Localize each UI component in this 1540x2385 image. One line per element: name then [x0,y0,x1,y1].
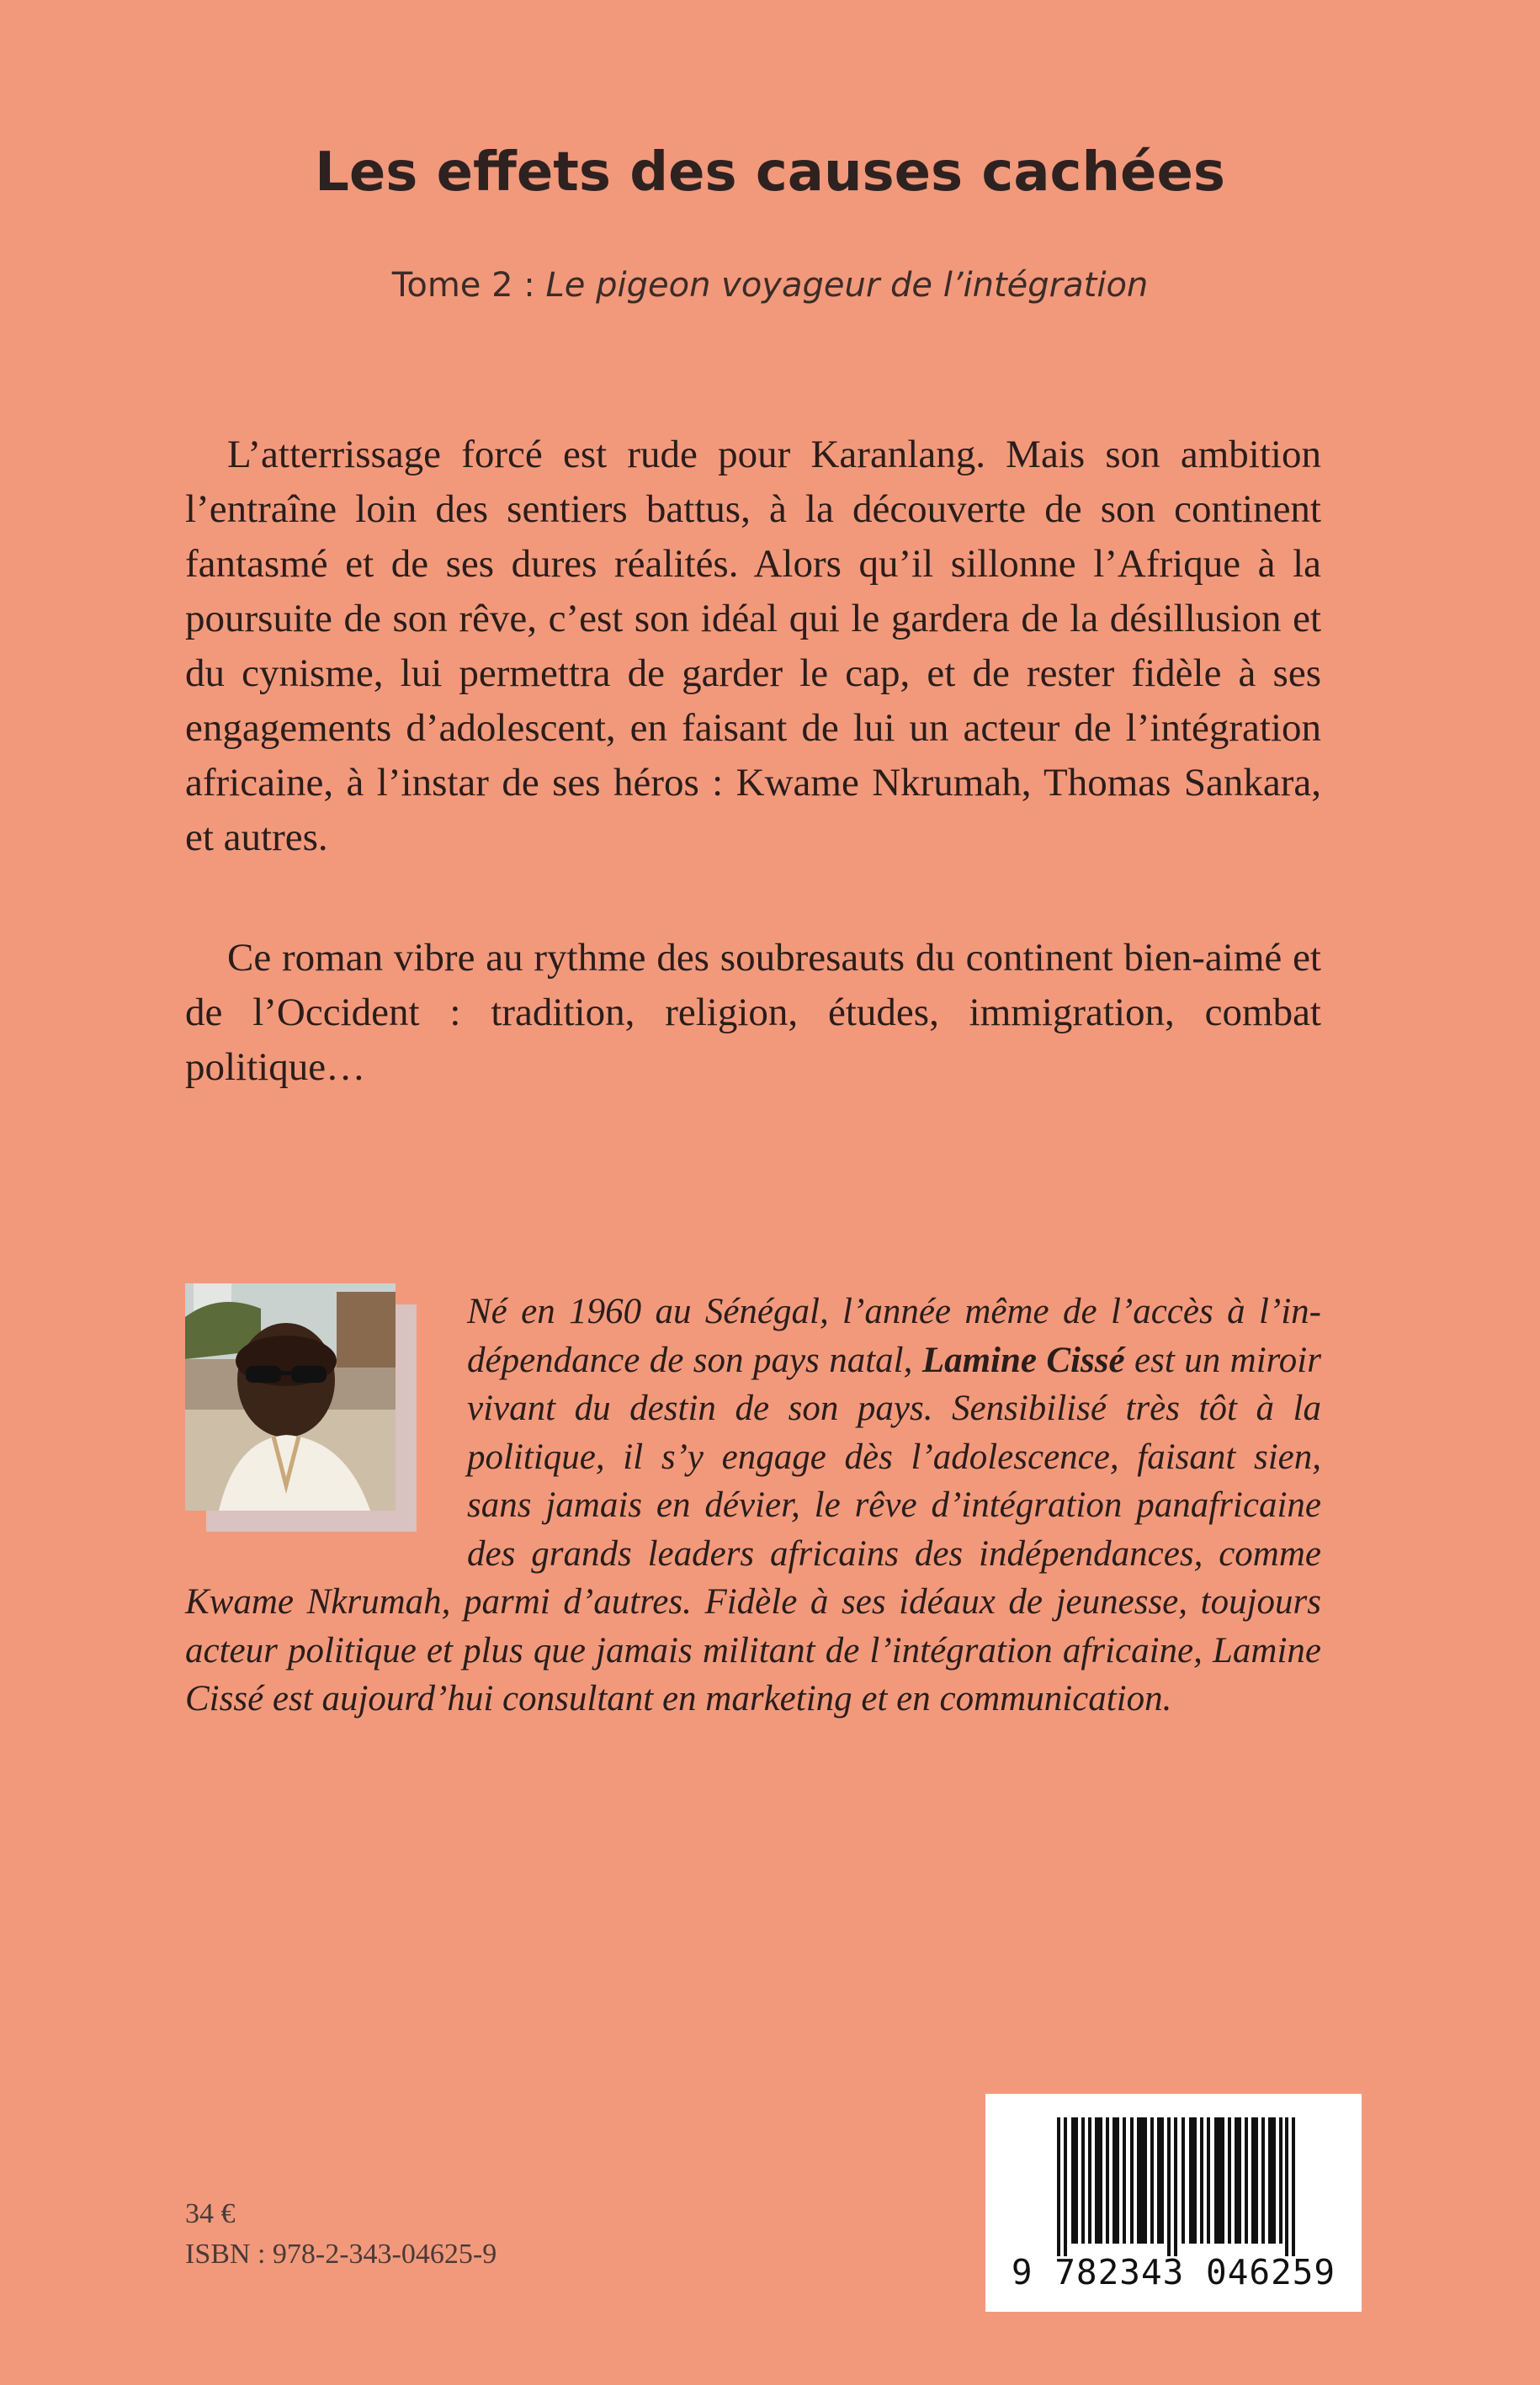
book-title: Les effets des causes cachées [315,141,1225,204]
author-photo-frame [185,1283,425,1536]
barcode-number: 9 782343 046259 [1011,2252,1336,2292]
author-photo-icon [185,1283,396,1511]
author-name: Lamine Cissé [921,1340,1125,1380]
author-bio-rest: est un miroir vivant du destin de son pays. Sensibilisé très tôt à la politique, il s’y engage dès l’adolescence, faisant sien, sans jamais en dévier, le rêve d’intégration panafricaine des grands leaders africains des indépendances, comme Kwame Nkrumah, parmi d’autres. Fidèle à ses idéaux de jeunesse, toujours acteur politique et plus que jamais militant de l’intégration africaine, Lamine Cissé est aujourd’hui consultant en marketing et en communication. [185,1340,1321,1718]
subtitle-volume-title: Le pigeon voyageur de l’intégration [545,266,1149,305]
isbn: ISBN : 978-2-343-04625-9 [185,2239,497,2270]
author-photo [185,1283,396,1511]
book-subtitle [0,266,1540,305]
price: 34 € [185,2198,236,2229]
synopsis-paragraph-2: Ce roman vibre au rythme des soubresauts du continent bien-aimé et de l’Occident : tradition, religion, études, immigration, combat politique… [185,936,1321,1089]
synopsis-paragraph-1: L’atterrissage forcé est rude pour Karanlang. Mais son ambition l’entraîne loin des sentiers battus, à la découverte de son continent fantasmé et de ses dures réalités. Alors qu’il sillonne l’Afrique à la poursuite de son rêve, c’est son idéal qui le gardera de la désillusion et du cynisme, lui permettra de garder le cap, et de rester fidèle à ses engagements d’adolescent, en faisant de lui un acteur de l’intégration africaine, à l’instar de ses héros : Kwame Nkrumah, Thomas Sankara, et autres. [185,433,1321,859]
subtitle-volume: Tome 2 : [391,266,546,305]
author-bio-intro: Né en 1960 au Sénégal, l’année même de l’accès à l’indépendance de son pays natal, [467,1292,1321,1380]
author-section [185,1283,1321,1724]
barcode [985,2094,1362,2312]
barcode-icon [1057,2117,1295,2256]
